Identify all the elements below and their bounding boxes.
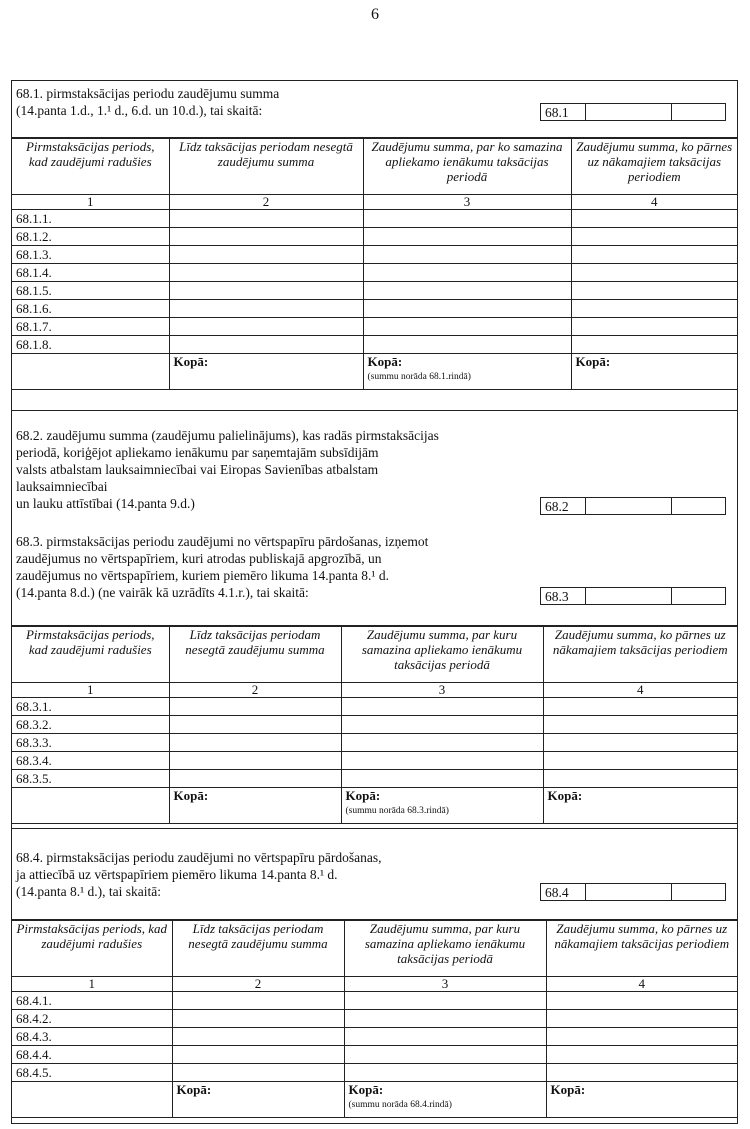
table-row: 68.1.6. [12, 300, 737, 318]
code-68-4[interactable]: 68.4 [540, 883, 726, 901]
page-number: 6 [371, 6, 379, 23]
col-header-2: Līdz taksācijas periodam nesegtā zaudējumu summa [169, 139, 363, 195]
section-68-4-text: 68.4. pirmstaksācijas periodu zaudējumi no vērtspapīru pārdošanas, ja attiecībā uz vērtspapīriem piemēro likuma 14.panta 8.¹ d. (14.panta 8.¹ d.), tai skaitā: [16, 850, 382, 899]
table-68-1: Pirmstaksācijas periods, kad zaudējumi radušies Līdz taksācijas periodam nesegtā zaudējumu summa Zaudējumu summa, par ko samazina apliekamo ienākumu taksācijas periodā Zaudējumu summa, ko pārnes uz nākamajiem taksācijas periodiem 1 2 3 4 68.1.1. 68.1.2. 68.1.3. 68.1.4. 68.1.5. 68.1.6. 68.1.7. 68.1.8. Kopā: Kopā: (summu norāda 68.1.rindā) Kopā: [12, 138, 737, 390]
total-note: (summu norāda 68.3.rindā) [345, 806, 449, 816]
table-row: 68.3.5. [12, 770, 737, 788]
total-row: Kopā: Kopā: (summu norāda 68.4.rindā) Kopā: [12, 1082, 737, 1118]
table-row: 68.1.3. [12, 246, 737, 264]
table-row: 68.1.2. [12, 228, 737, 246]
total-label: Kopā: [173, 354, 209, 369]
table-row: 68.1.4. [12, 264, 737, 282]
table-row: 68.3.2. [12, 716, 737, 734]
col-header-1: Pirmstaksācijas periods, kad zaudējumi radušies [12, 139, 169, 195]
section-68-2-text: 68.2. zaudējumu summa (zaudējumu palielinājums), kas radās pirmstaksācijas periodā, koriģējot apliekamo ienākumu par saņemtajām subsīdijām valsts atbalstam lauksaimniecībai vai Eiropas Savienības atbalstam lauksaimniecībai un lauku attīstībai (14.panta 9.d.) [16, 428, 439, 511]
table-row: 68.4.3. [12, 1028, 737, 1046]
section-68-3-text: 68.3. pirmstaksācijas periodu zaudējumi no vērtspapīru pārdošanas, izņemot zaudējumus no vērtspapīriem, kuri atrodas publiskajā apgrozībā, un zaudējumus no vērtspapīriem, kuriem piemēro likuma 14.panta 8.¹ d. (14.panta 8.d.) (ne vairāk kā uzrādīts 4.1.r.), tai skaitā: [16, 534, 429, 600]
table-row: 68.4.2. [12, 1010, 737, 1028]
table-row: 68.3.1. [12, 698, 737, 716]
table-row: 68.3.4. [12, 752, 737, 770]
section-68-1-text: 68.1. pirmstaksācijas periodu zaudējumu summa (14.panta 1.d., 1.¹ d., 6.d. un 10.d.), tai skaitā: [16, 86, 280, 118]
code-68-1[interactable]: 68.1 [540, 103, 726, 121]
table-68-4: Pirmstaksācijas periods, kad zaudējumi radušies Līdz taksācijas periodam nesegtā zaudējumu summa Zaudējumu summa, par kuru samazina apliekamo ienākumu taksācijas periodā Zaudējumu summa, ko pārnes uz nākamajiem taksācijas periodiem 1 2 3 4 68.4.1. 68.4.2. 68.4.3. 68.4.4. 68.4.5. Kopā: Kopā: (summu norāda 68.4.rindā) Kopā: [12, 920, 737, 1118]
table-68-3: Pirmstaksācijas periods, kad zaudējumi radušies Līdz taksācijas periodam nesegtā zaudējumu summa Zaudējumu summa, par kuru samazina apliekamo ienākumu taksācijas periodā Zaudējumu summa, ko pārnes uz nākamajiem taksācijas periodiem 1 2 3 4 68.3.1. 68.3.2. 68.3.3. 68.3.4. 68.3.5. Kopā: Kopā: (summu norāda 68.3.rindā) Kopā: [12, 626, 737, 824]
table-row: 68.3.3. [12, 734, 737, 752]
table-row: 68.1.5. [12, 282, 737, 300]
col-header-3: Zaudējumu summa, par ko samazina apliekamo ienākumu taksācijas periodā [363, 139, 571, 195]
code-68-3[interactable]: 68.3 [540, 587, 726, 605]
total-row: Kopā: Kopā: (summu norāda 68.1.rindā) Kopā: [12, 354, 737, 390]
total-note: (summu norāda 68.4.rindā) [348, 1100, 452, 1110]
table-row: 68.1.7. [12, 318, 737, 336]
total-row: Kopā: Kopā: (summu norāda 68.3.rindā) Kopā: [12, 788, 737, 824]
col-header-4: Zaudējumu summa, ko pārnes uz nākamajiem taksācijas periodiem [571, 139, 737, 195]
table-row: 68.1.8. [12, 336, 737, 354]
table-row: 68.4.5. [12, 1064, 737, 1082]
code-68-2[interactable]: 68.2 [540, 497, 726, 515]
total-note: (summu norāda 68.1.rindā) [367, 372, 471, 382]
table-row: 68.4.1. [12, 992, 737, 1010]
table-row: 68.1.1. [12, 210, 737, 228]
table-row: 68.4.4. [12, 1046, 737, 1064]
form-frame [11, 80, 738, 1124]
